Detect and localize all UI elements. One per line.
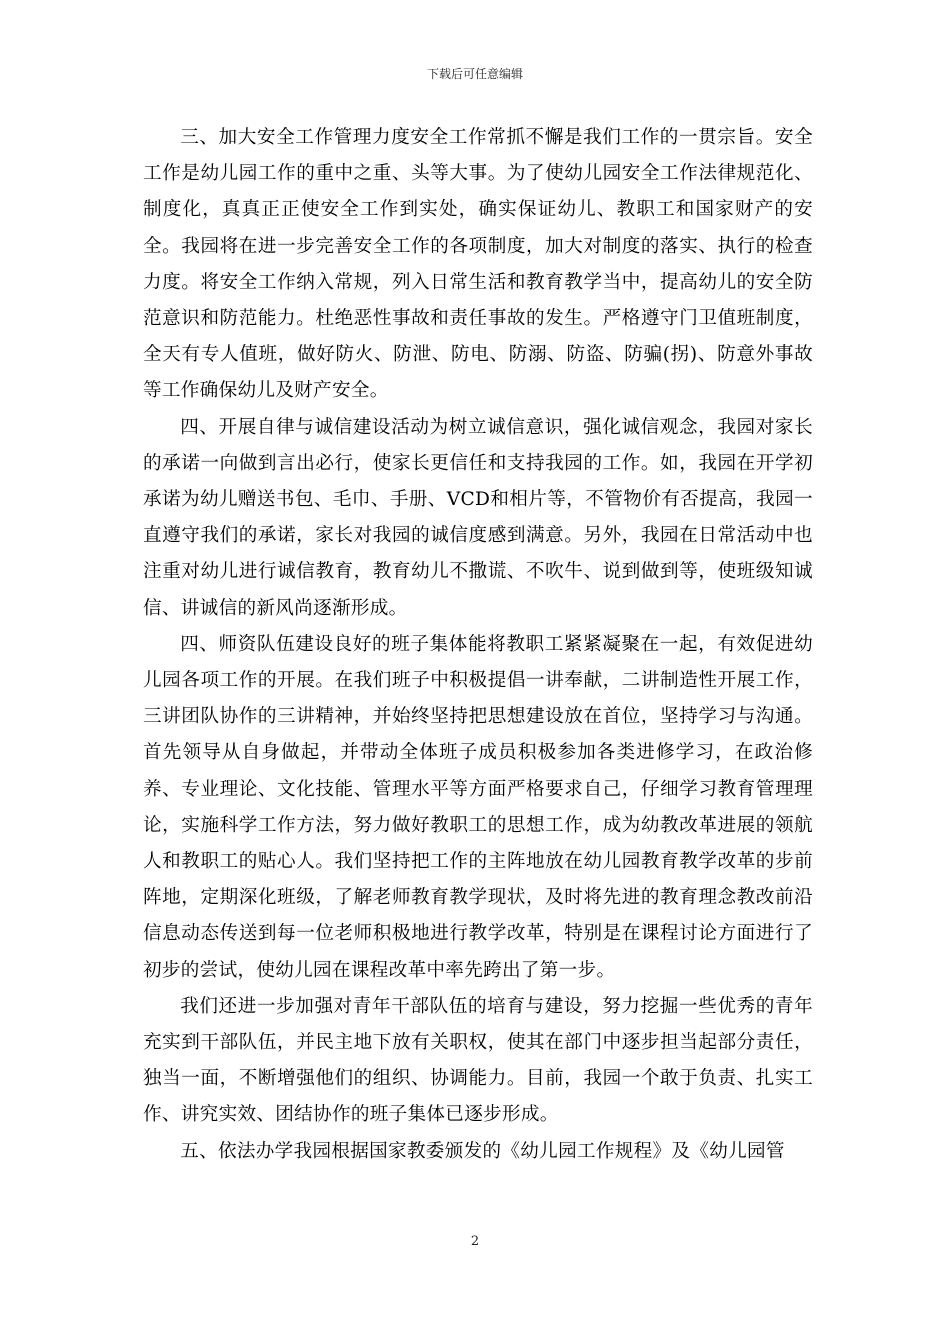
page-header: 下载后可任意编辑 [426,67,523,81]
page-number: 2 [470,1234,480,1249]
paragraph-staff: 四、师资队伍建设良好的班子集体能将教职工紧紧凝聚在一起，有效促进幼儿园各项工作的开展。在我们班子中积极提倡一讲奉献，二讲制造性开展工作，三讲团队协作的三讲精神，并始终坚持把思想建设放在首位，坚持学习与沟通。首先领导从自身做起，并带动全体班子成员积极参加各类进修学习，在政治修养、专业理论、文化技能、管理水平等方面严格要求自己，仔细学习教育管理理论，实施科学工作方法，努力做好教职工的思想工作，成为幼教改革进展的领航人和教职工的贴心人。我们坚持把工作的主阵地放在幼儿园教育教学改革的步前阵地，定期深化班级，了解老师教育教学现状，及时将先进的教育理念教改前沿信息动态传送到每一位老师积极地进行教学改革，特别是在课程讨论方面进行了初步的尝试，使幼儿园在课程改革中率先跨出了第一步。 [143,633,813,981]
paragraph-integrity: 四、开展自律与诚信建设活动为树立诚信意识，强化诚信观念，我园对家长的承诺一向做到言出必行，使家长更信任和支持我园的工作。如，我园在开学初承诺为幼儿赠送书包、毛巾、手册、VCD和相片等，不管物价有否提高，我园一直遵守我们的承诺，家长对我园的诚信度感到满意。另外，我园在日常活动中也注重对幼儿进行诚信教育，教育幼儿不撒谎、不吹牛、说到做到等，使班级知诚信、讲诚信的新风尚逐渐形成。 [143,416,813,619]
paragraph-safety: 三、加大安全工作管理力度安全工作常抓不懈是我们工作的一贯宗旨。安全工作是幼儿园工作的重中之重、头等大事。为了使幼儿园安全工作法律规范化、制度化，真真正正使安全工作到实处，确实保证幼儿、教职工和国家财产的安全。我园将在进一步完善安全工作的各项制度，加大对制度的落实、执行的检查力度。将安全工作纳入常规，列入日常生活和教育教学当中，提高幼儿的安全防范意识和防范能力。杜绝恶性事故和责任事故的发生。严格遵守门卫值班制度，全天有专人值班，做好防火、防泄、防电、防溺、防盗、防骗(拐)、防意外事故等工作确保幼儿及财产安全。 [143,127,813,402]
paragraph-cadres: 我们还进一步加强对青年干部队伍的培育与建设，努力挖掘一些优秀的青年充实到干部队伍，并民主地下放有关职权，使其在部门中逐步担当起部分责任，独当一面，不断增强他们的组织、协调能力。目前，我园一个敢于负责、扎实工作、讲究实效、团结协作的班子集体已逐步形成。 [143,995,813,1126]
paragraph-law: 五、依法办学我园根据国家教委颁发的《幼儿园工作规程》及《幼儿园管 [180,1140,785,1162]
document-body [143,120,813,1170]
